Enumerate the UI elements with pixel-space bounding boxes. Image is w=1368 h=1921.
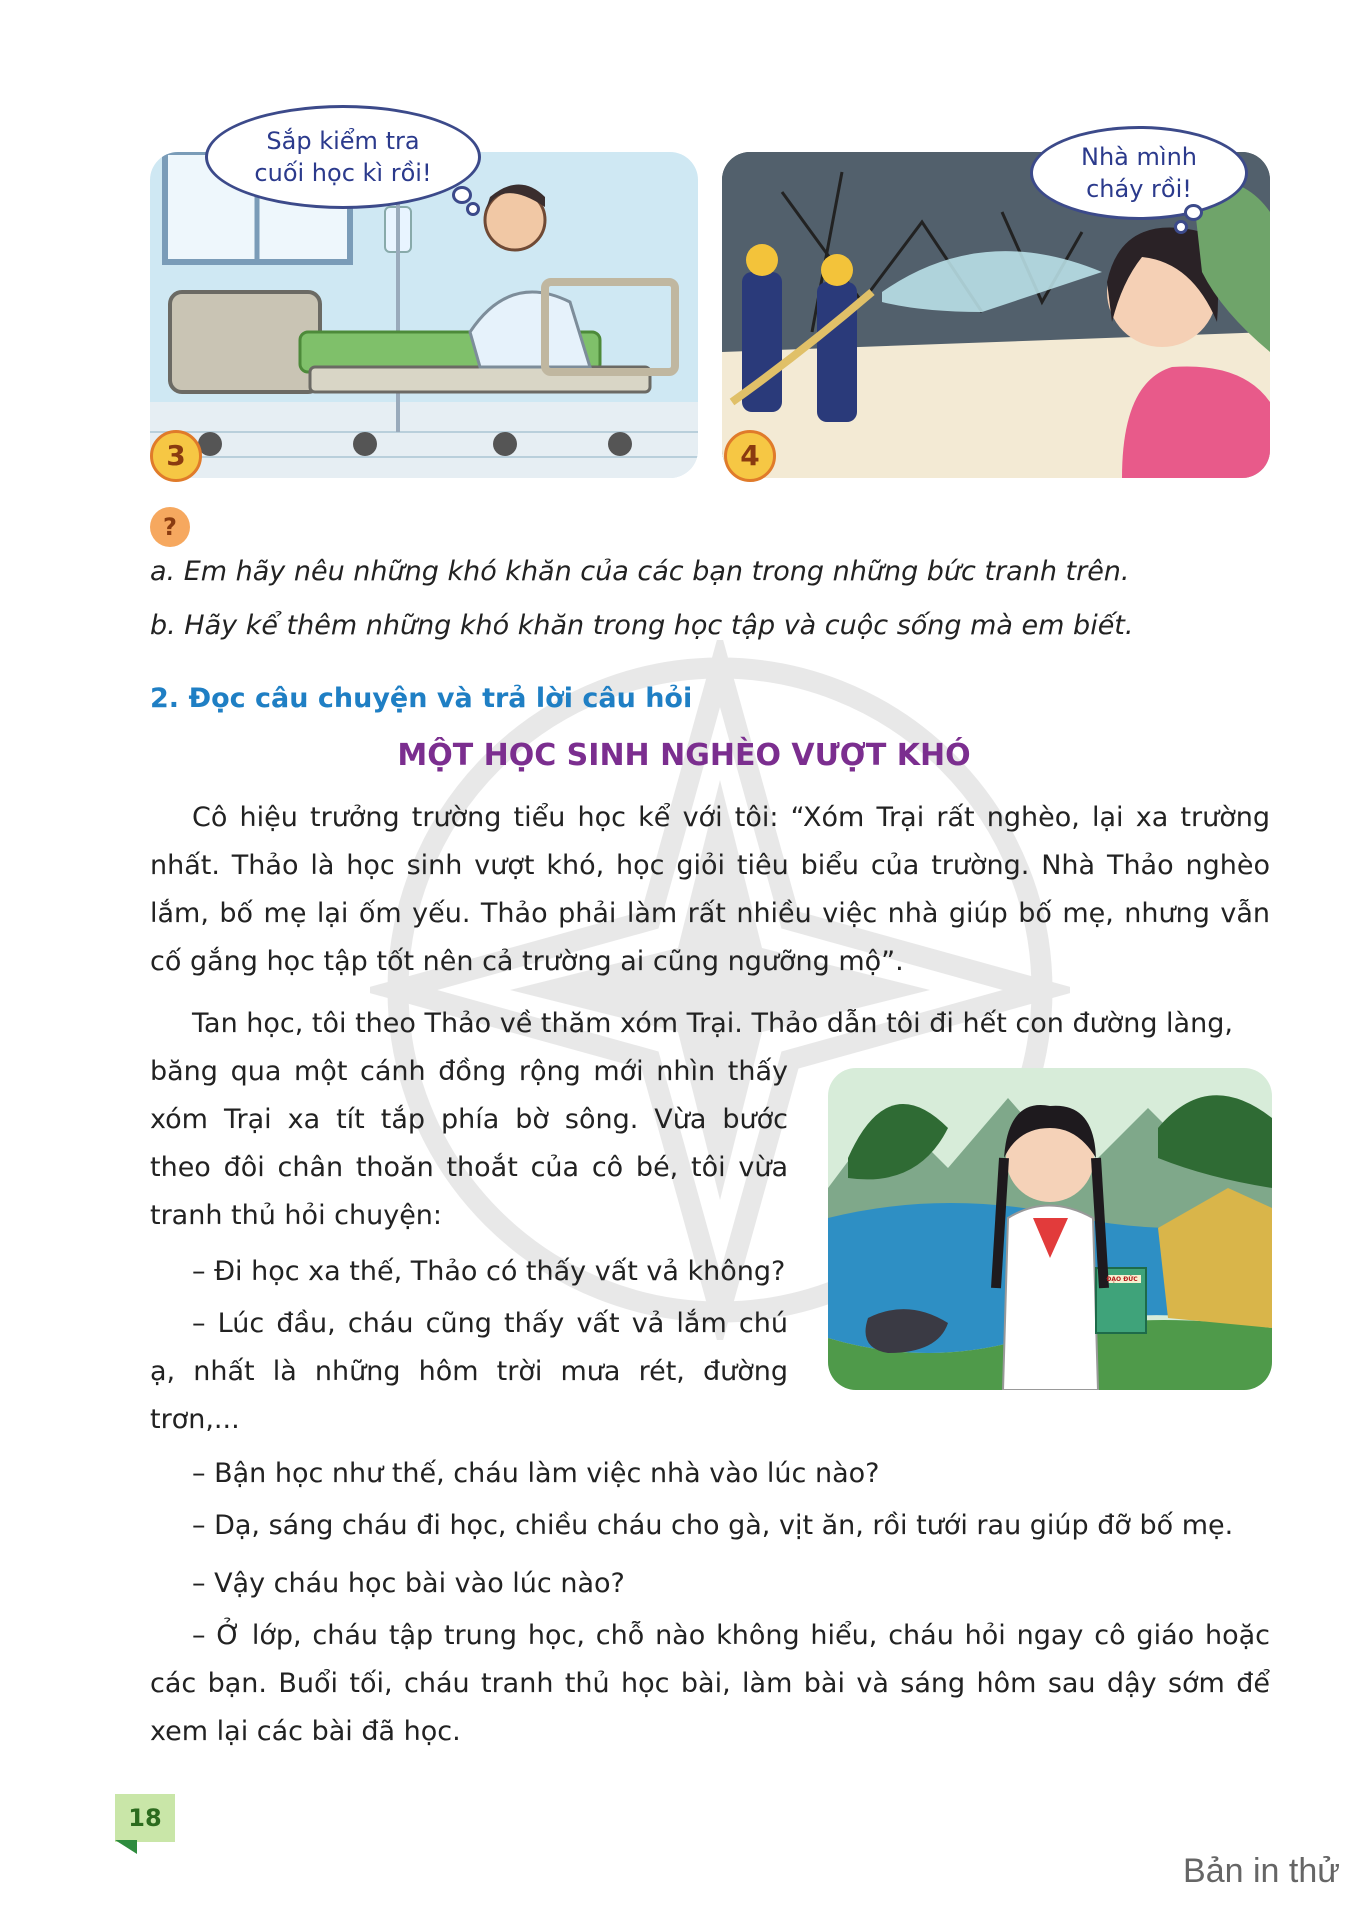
speech-bubble: [1030, 126, 1248, 220]
dialogue-line-1: – Đi học xa thế, Thảo có thấy vất vả không?: [192, 1256, 786, 1287]
page-tab-tail: [115, 1840, 137, 1854]
thought-dot: [466, 202, 480, 216]
thought-dot: [1184, 204, 1203, 221]
illustration-hospital-scene: [150, 152, 698, 478]
dialogue-line-3: – Bận học như thế, cháu làm việc nhà vào lúc nào?: [192, 1458, 880, 1489]
book-cover-label: ĐẠO ĐỨC: [1106, 1276, 1138, 1283]
story-paragraph-2-line-1: Tan học, tôi theo Thảo về thăm xóm Trại. Thảo dẫn tôi đi hết con đường làng,: [192, 1008, 1233, 1039]
illustration-girl-village: [828, 1068, 1272, 1390]
speech-line: Sắp kiểm tra: [266, 127, 420, 155]
draft-label: Bản in thử: [1183, 1852, 1340, 1890]
page-number: 18: [115, 1794, 175, 1842]
story-title: MỘT HỌC SINH NGHÈO VƯỢT KHÓ: [397, 738, 971, 773]
question-b: b. Hãy kể thêm những khó khăn trong học tập và cuộc sống mà em biết.: [150, 610, 1134, 641]
speech-line: Nhà mình: [1081, 143, 1197, 171]
dialogue-line-6: – Ở lớp, cháu tập trung học, chỗ nào không hiểu, cháu hỏi ngay cô giáo hoặc các bạn. Buổi tối, cháu tranh thủ học bài, làm bài và sáng hôm sau dậy sớm để xem lại các bài đã học.: [150, 1620, 1270, 1747]
thought-dot: [1174, 220, 1188, 234]
question-mark-icon: ?: [150, 507, 190, 547]
thought-dot: [452, 186, 472, 204]
speech-line: cháy rồi!: [1086, 175, 1192, 203]
story-paragraph-1: Cô hiệu trưởng trường tiểu học kể với tôi: “Xóm Trại rất nghèo, lại xa trường nhất. Thảo là học sinh vượt khó, học giỏi tiêu biểu của trường. Nhà Thảo nghèo lắm, bố mẹ lại ốm yếu. Thảo phải làm rất nhiều việc nhà giúp bố mẹ, nhưng vẫn cố gắng học tập tốt nên cả trường ai cũng ngưỡng mộ”.: [150, 802, 1270, 977]
question-a: a. Em hãy nêu những khó khăn của các bạn trong những bức tranh trên.: [150, 556, 1130, 587]
panel-number-badge: 3: [150, 430, 202, 482]
speech-bubble: [205, 105, 481, 209]
section-heading: 2. Đọc câu chuyện và trả lời câu hỏi: [150, 683, 693, 714]
dialogue-line-5: – Vậy cháu học bài vào lúc nào?: [192, 1568, 625, 1599]
story-paragraph-2: băng qua một cánh đồng rộng mới nhìn thấy xóm Trại xa tít tắp phía bờ sông. Vừa bước theo đôi chân thoăn thoắt của cô bé, tôi vừa tranh thủ hỏi chuyện:: [150, 1056, 788, 1231]
panel-number-badge: 4: [724, 430, 776, 482]
dialogue-line-2: – Lúc đầu, cháu cũng thấy vất vả lắm chú ạ, nhất là những hôm trời mưa rét, đường trơn,...: [150, 1308, 788, 1435]
dialogue-line-4: – Dạ, sáng cháu đi học, chiều cháu cho gà, vịt ăn, rồi tưới rau giúp đỡ bố mẹ.: [192, 1510, 1234, 1541]
speech-line: cuối học kì rồi!: [254, 159, 432, 187]
